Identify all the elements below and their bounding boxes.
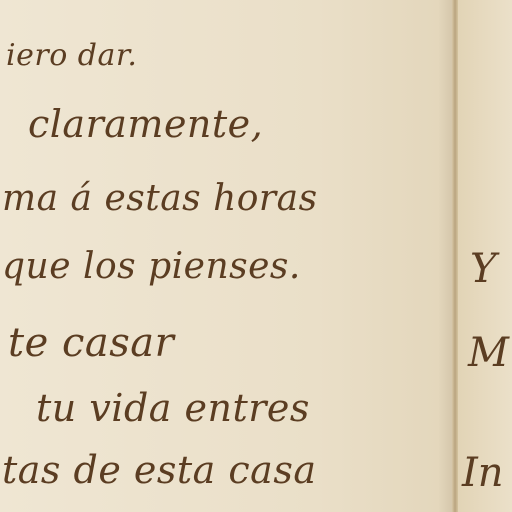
handwritten-line-3: ma á estas horas xyxy=(2,178,318,219)
page-fold-shadow xyxy=(438,0,452,512)
right-page-line-2: M xyxy=(468,330,509,376)
handwritten-line-2: claramente, xyxy=(28,102,264,146)
handwritten-line-5: te casar xyxy=(8,320,175,366)
handwritten-line-7: tas de esta casa xyxy=(2,448,317,492)
right-page-line-3: In xyxy=(462,450,504,496)
right-page-line-1: Y xyxy=(470,246,497,292)
handwritten-line-4: que los pienses. xyxy=(2,246,301,287)
handwritten-line-1: iero dar. xyxy=(6,38,138,73)
handwritten-line-6: tu vida entres xyxy=(36,386,310,430)
